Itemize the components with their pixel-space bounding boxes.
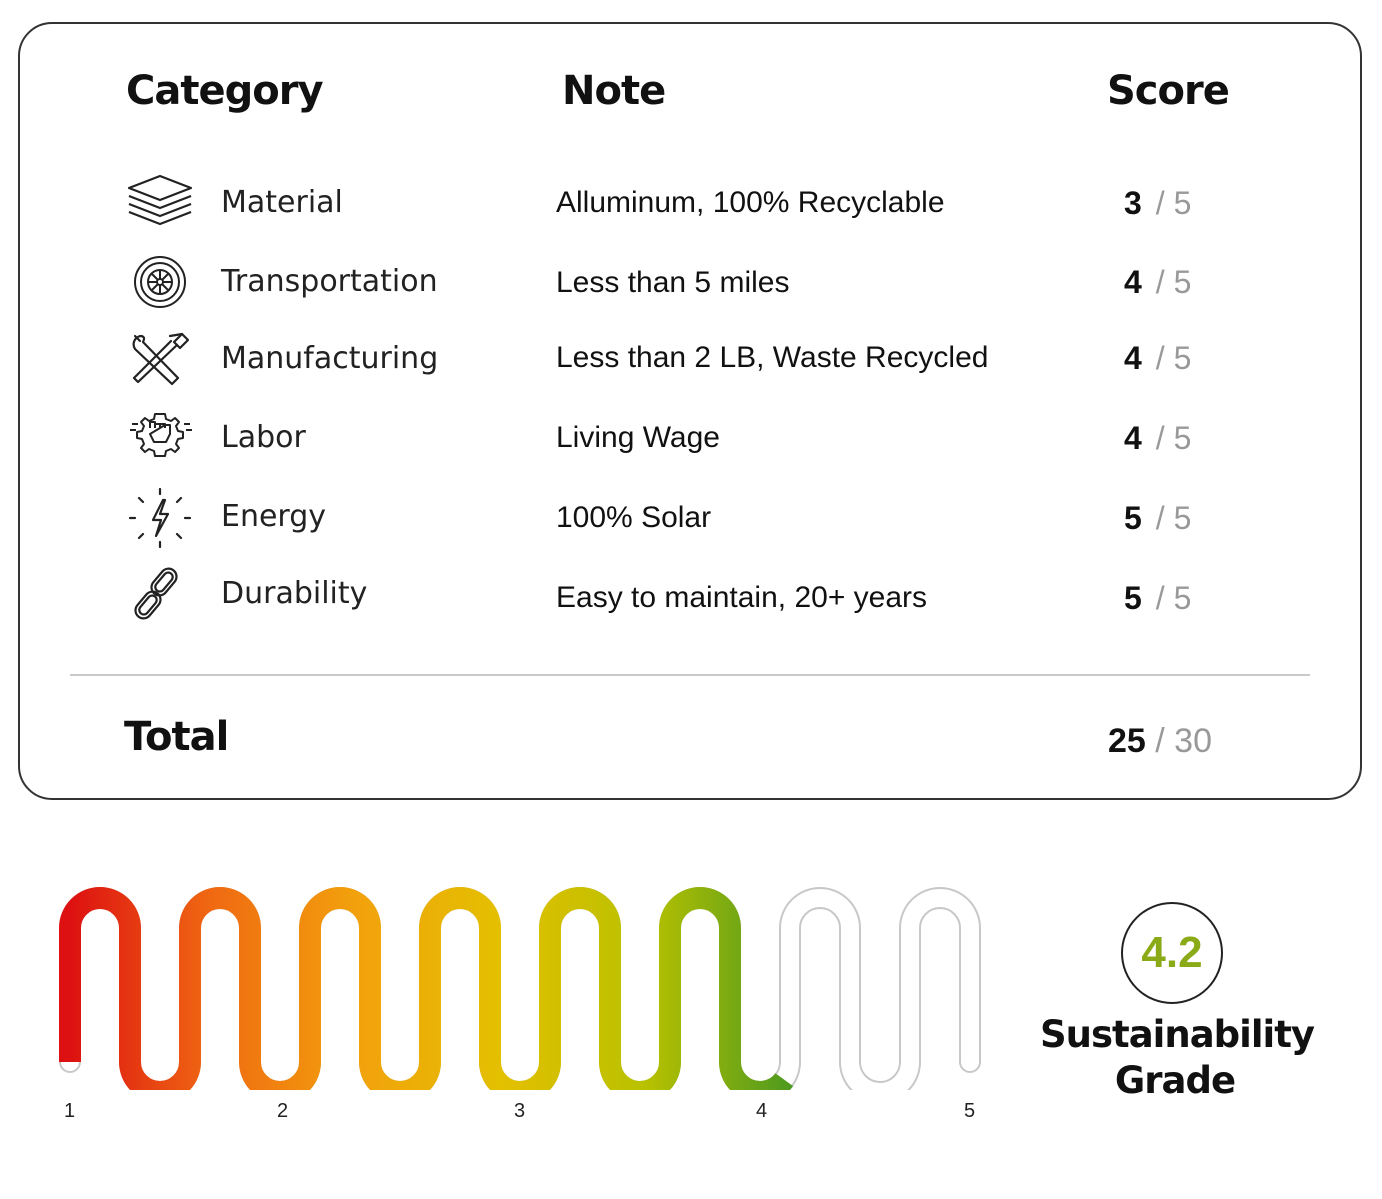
- gauge-track-inner: [70, 898, 970, 1090]
- fist-gear-icon: [126, 410, 194, 470]
- note-material: Alluminum, 100% Recyclable: [556, 186, 945, 219]
- sustainability-gauge: [40, 880, 1000, 1090]
- gauge-label-1: 1: [64, 1100, 76, 1122]
- score-manufacturing: 4 / 5: [1124, 340, 1192, 376]
- score-durability: 5 / 5: [1124, 580, 1192, 616]
- layers-icon: [126, 172, 194, 232]
- grade-value: 4.2: [1141, 928, 1203, 977]
- note-durability: Easy to maintain, 20+ years: [556, 581, 928, 614]
- grade-label-line1: Sustainability: [1040, 1013, 1314, 1056]
- lightning-icon: [126, 488, 194, 548]
- note-manufacturing: Less than 2 LB, Waste Recycled: [556, 341, 989, 374]
- gauge-label-4: 4: [756, 1100, 768, 1122]
- total-score: 25 / 30: [1108, 722, 1212, 760]
- header-score: Score: [1107, 68, 1229, 114]
- gauge-track-outline: [70, 898, 970, 1090]
- gauge-label-5: 5: [964, 1100, 976, 1122]
- grade-value-badge: [1121, 902, 1223, 1004]
- score-energy: 5 / 5: [1124, 500, 1192, 536]
- note-energy: 100% Solar: [556, 501, 712, 534]
- tire-icon: [126, 252, 194, 312]
- grade-label: [1040, 1012, 1314, 1104]
- score-material: 3 / 5: [1124, 185, 1192, 221]
- gauge-label-3: 3: [514, 1100, 526, 1122]
- grade-label-line2: Grade: [1114, 1059, 1236, 1102]
- note-transportation: Less than 5 miles: [556, 266, 790, 299]
- category-energy: Energy: [221, 499, 327, 534]
- category-labor: Labor: [221, 420, 306, 455]
- tools-icon: [126, 330, 194, 390]
- sustainability-card: [18, 22, 1362, 800]
- total-label: Total: [124, 714, 229, 760]
- category-manufacturing: Manufacturing: [221, 341, 439, 376]
- total-divider: [70, 674, 1310, 676]
- chain-link-icon: [126, 564, 194, 624]
- gauge-fill: [70, 898, 970, 1090]
- gauge-label-2: 2: [277, 1100, 289, 1122]
- score-transportation: 4 / 5: [1124, 264, 1192, 300]
- category-durability: Durability: [221, 576, 368, 611]
- header-category: Category: [126, 68, 323, 114]
- note-labor: Living Wage: [556, 421, 720, 454]
- header-note: Note: [562, 68, 666, 114]
- category-transportation: Transportation: [221, 264, 438, 299]
- category-material: Material: [221, 185, 343, 220]
- score-labor: 4 / 5: [1124, 420, 1192, 456]
